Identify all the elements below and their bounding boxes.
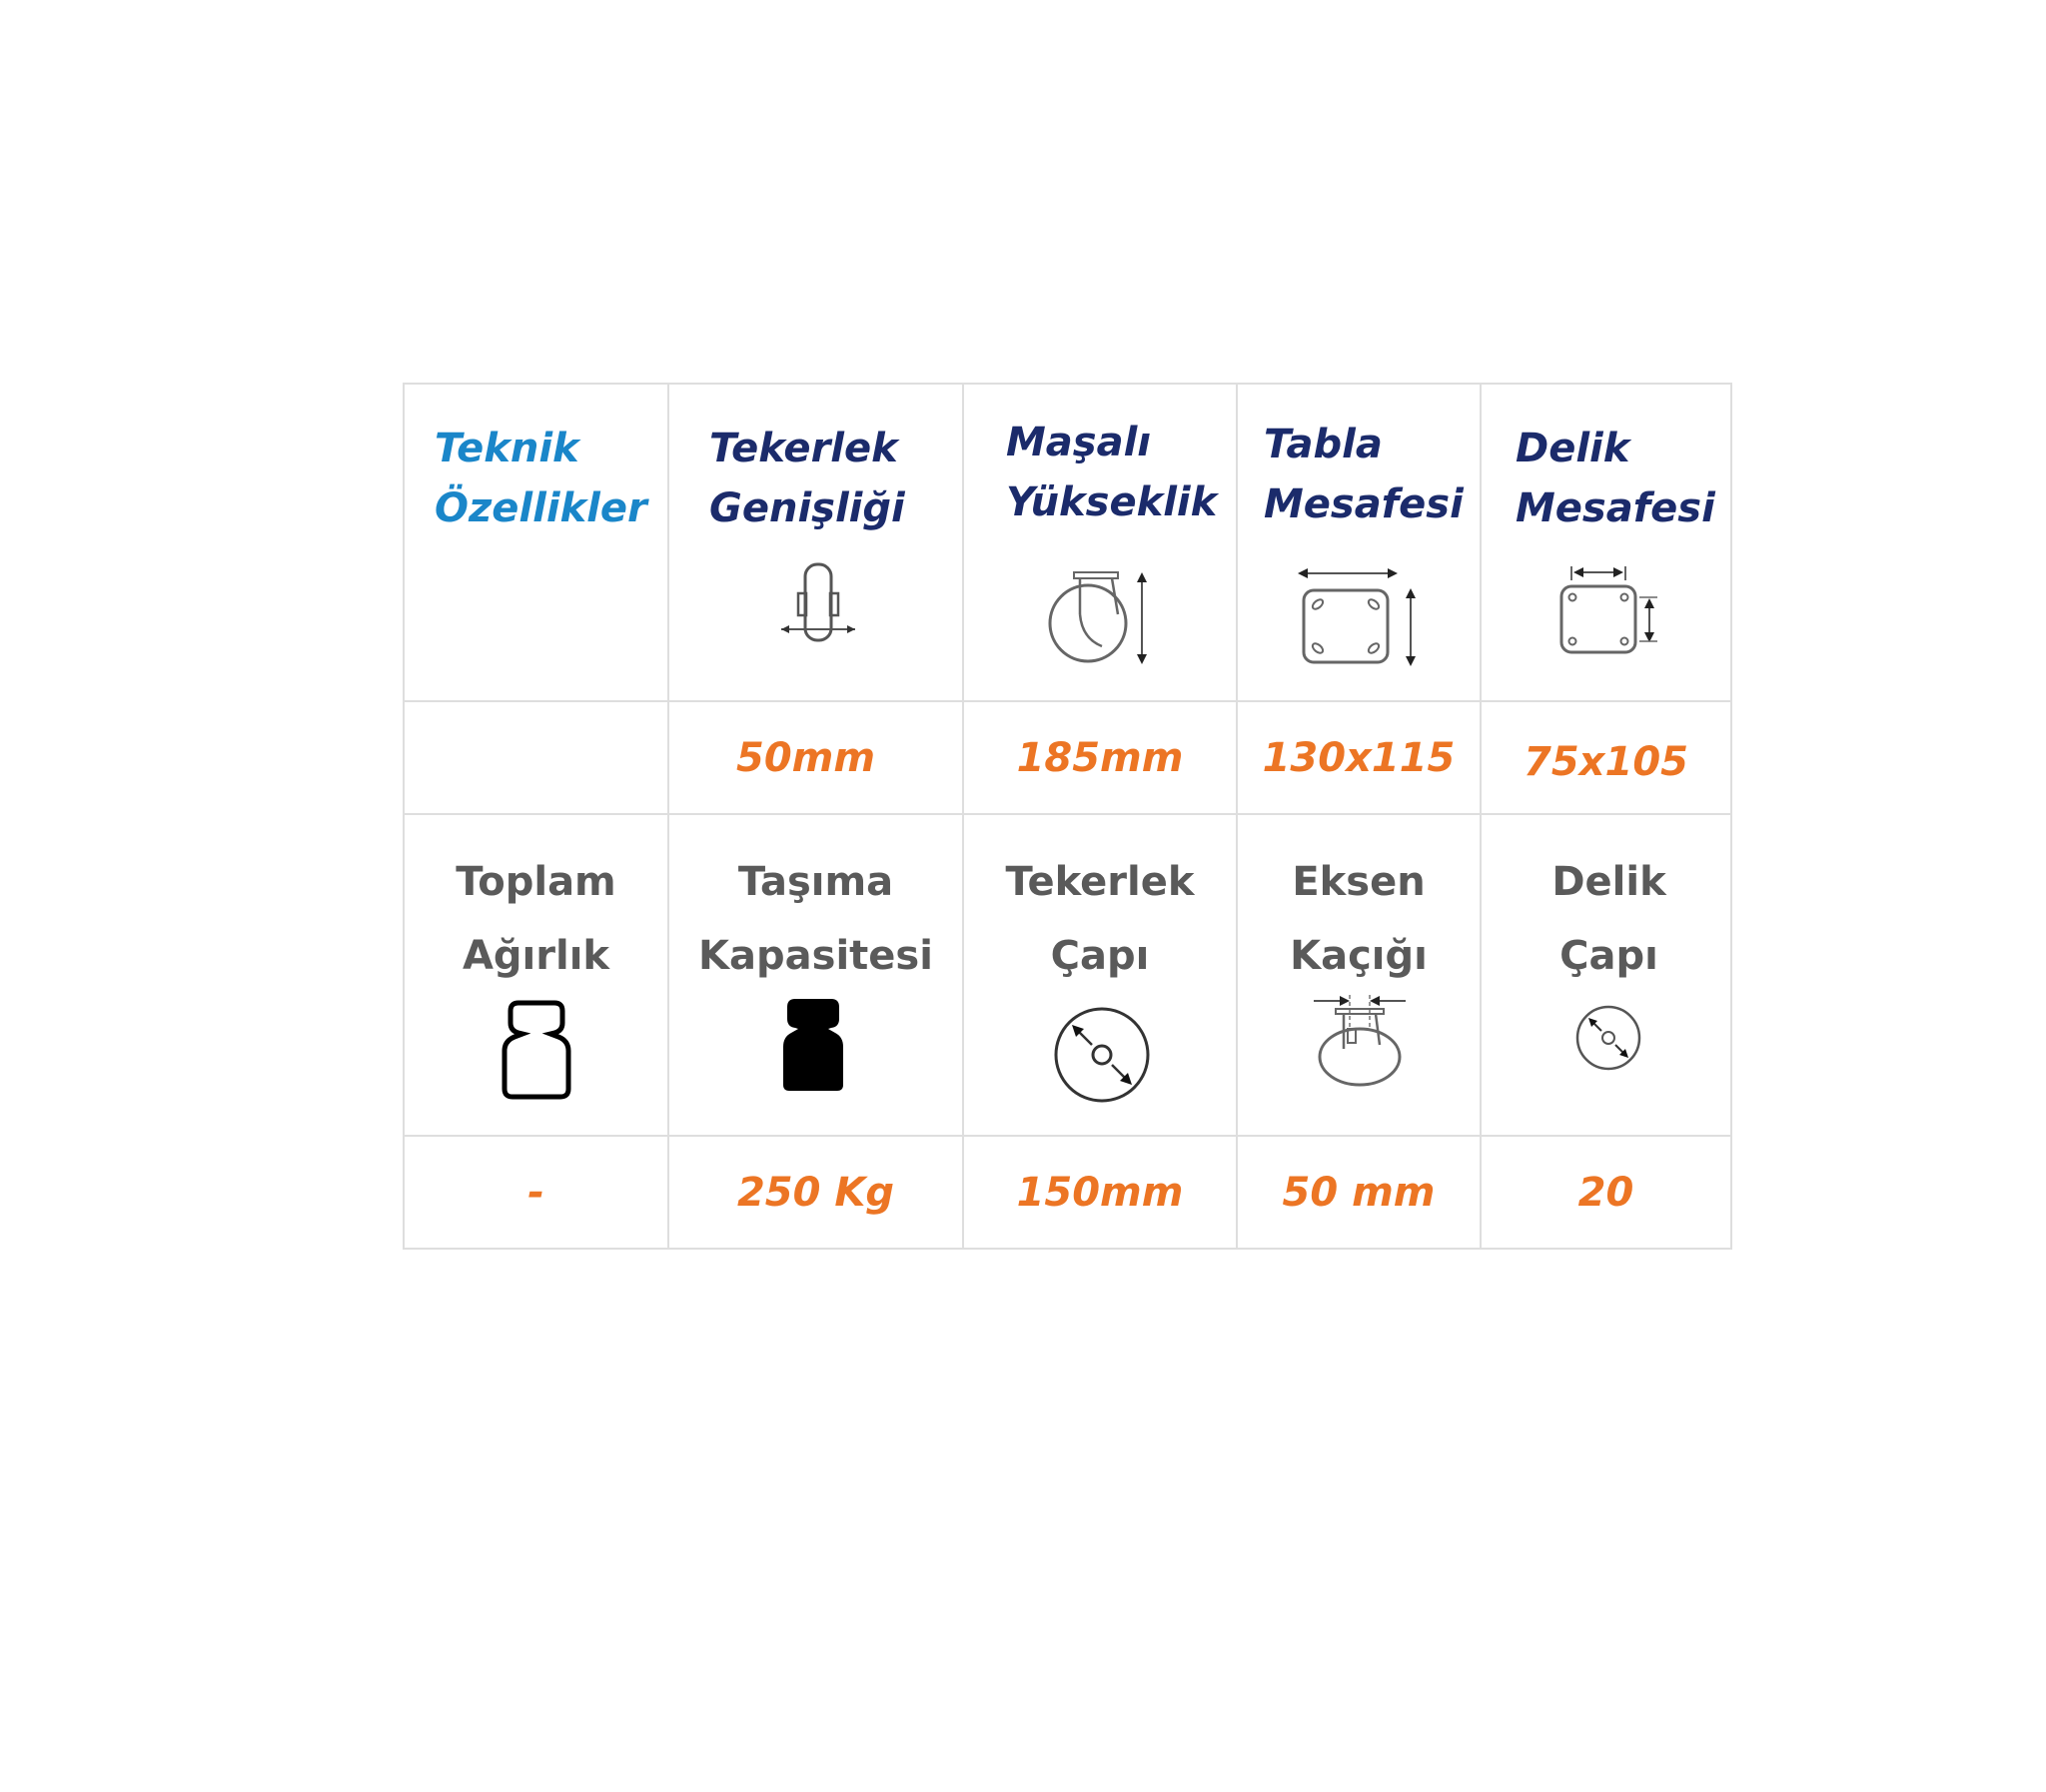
plate-size-icon [1294, 564, 1424, 668]
cap-title: Tekerlek Çapı [1005, 859, 1195, 979]
cell-yukseklik-value: 185mm [963, 701, 1237, 814]
cell-genislik-header [668, 384, 963, 701]
header-row [404, 384, 1731, 701]
eksen-title: Eksen Kaçığı [1290, 859, 1428, 979]
toplam-title: Toplam Ağırlık [456, 859, 616, 979]
header-row-2 [404, 814, 1731, 1136]
caster-height-icon [1046, 568, 1162, 668]
cell-delik-value: 75x105 [1481, 701, 1731, 814]
cell-delik-header [1481, 384, 1731, 701]
genislik-title: Tekerlek Genişliği [709, 426, 905, 531]
cell-genislik-value: 50mm [668, 701, 963, 814]
hole-diameter-icon [1573, 1003, 1643, 1073]
delik-cap-title: Delik Çapı [1551, 859, 1666, 979]
values-row-1 [404, 701, 1731, 814]
cell-eksen-header [1237, 814, 1481, 1136]
spec-table [403, 383, 1732, 1250]
cell-cap-header [963, 814, 1237, 1136]
swivel-offset-icon [1310, 993, 1410, 1089]
cell-tasima-header [668, 814, 963, 1136]
cell-toplam-header [404, 814, 668, 1136]
wheel-diameter-icon [1052, 1005, 1152, 1105]
hole-spacing-icon [1551, 562, 1661, 662]
values-row-2 [404, 1136, 1731, 1249]
delik-title: Delik Mesafesi [1516, 426, 1715, 531]
weight-outline-icon [501, 999, 572, 1101]
tabla-title: Tabla Mesafesi [1264, 422, 1464, 527]
cell-teknik-value [404, 701, 668, 814]
cell-cap-value: 150mm [963, 1136, 1237, 1249]
cell-tabla-header [1237, 384, 1481, 701]
cell-teknik-header [404, 384, 668, 701]
cell-toplam-value: - [404, 1136, 668, 1249]
cell-tasima-value: 250 Kg [668, 1136, 963, 1249]
teknik-title: Teknik Özellikler [435, 426, 647, 531]
cell-delik-cap-value: 20 [1481, 1136, 1731, 1249]
yukseklik-title: Maşalı Yükseklik [1006, 420, 1218, 525]
wheel-width-icon [779, 559, 859, 649]
cell-yukseklik-header [963, 384, 1237, 701]
tasima-title: Taşıma Kapasitesi [698, 859, 933, 979]
weight-solid-icon [781, 997, 845, 1093]
cell-tabla-value: 130x115 [1237, 701, 1481, 814]
cell-eksen-value: 50 mm [1237, 1136, 1481, 1249]
cell-delik-cap-header [1481, 814, 1731, 1136]
